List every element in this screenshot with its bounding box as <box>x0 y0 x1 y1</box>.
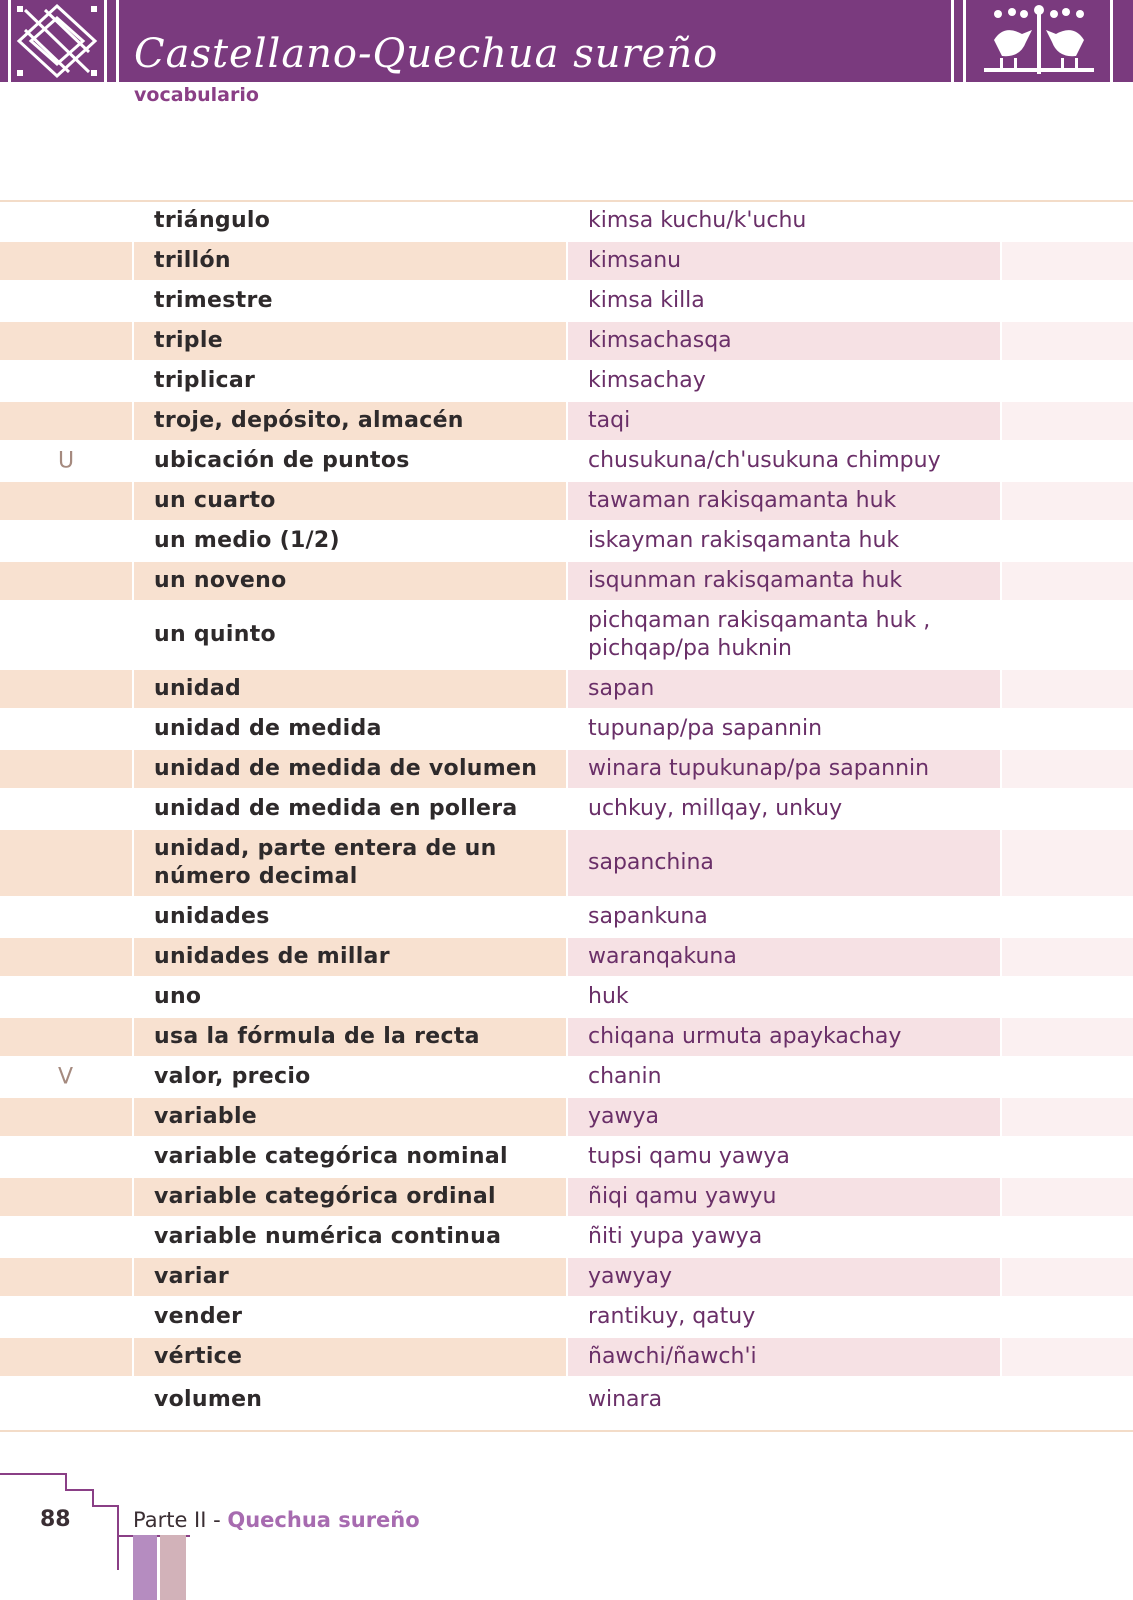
quechua-term: winara <box>588 1387 663 1412</box>
header-divider <box>1110 0 1113 82</box>
quechua-term: tupunap/pa sapannin <box>588 716 823 741</box>
table-row <box>0 482 1133 520</box>
spanish-term: vértice <box>154 1344 243 1369</box>
table-row <box>0 402 1133 440</box>
spanish-term: un cuarto <box>154 488 276 513</box>
table-row <box>0 938 1133 976</box>
quechua-term: iskayman rakisqamanta huk <box>588 528 900 553</box>
quechua-term: kimsanu <box>588 248 682 273</box>
spanish-term: unidad de medida <box>154 716 382 741</box>
section-subtitle: vocabulario <box>134 84 259 106</box>
table-row <box>0 242 1133 280</box>
footer-color-bar <box>133 1535 157 1600</box>
page-title: Castellano-Quechua sureño <box>134 31 719 77</box>
spanish-term: uno <box>154 984 202 1009</box>
table-row <box>0 1338 1133 1376</box>
spanish-term: un medio (1/2) <box>154 528 340 553</box>
quechua-term: kimsachay <box>588 368 706 393</box>
spanish-term: valor, precio <box>154 1064 311 1089</box>
spanish-term: volumen <box>154 1387 263 1412</box>
header-divider <box>963 0 966 82</box>
table-row <box>0 830 1133 896</box>
table-row <box>0 522 1133 560</box>
spanish-term: triángulo <box>154 208 271 233</box>
table-row <box>0 1018 1133 1056</box>
table-row <box>0 1378 1133 1422</box>
quechua-term: pichqaman rakisqamanta huk , pichqap/pa huknin <box>588 608 931 661</box>
spanish-term: troje, depósito, almacén <box>154 408 464 433</box>
footer-color-bar <box>160 1535 186 1600</box>
quechua-term: kimsa kuchu/k'uchu <box>588 208 807 233</box>
table-row <box>0 898 1133 936</box>
table-row <box>0 790 1133 828</box>
table-row <box>0 1258 1133 1296</box>
footer-part-label <box>133 1508 420 1532</box>
spanish-term: usa la fórmula de la recta <box>154 1024 480 1049</box>
table-row <box>0 1058 1133 1096</box>
index-letter: U <box>58 448 75 474</box>
spanish-term: unidad, parte entera de un número decimal <box>154 836 497 889</box>
spanish-term: unidades de millar <box>154 944 390 969</box>
table-row <box>0 670 1133 708</box>
quechua-term: waranqakuna <box>588 944 737 969</box>
part-highlight: Quechua sureño <box>227 1508 420 1532</box>
spanish-term: variable numérica continua <box>154 1224 502 1249</box>
spanish-term: un quinto <box>154 622 276 647</box>
quechua-term: kimsachasqa <box>588 328 732 353</box>
table-row <box>0 362 1133 400</box>
spanish-term: unidades <box>154 904 270 929</box>
header-divider <box>116 0 119 82</box>
quechua-term: sapan <box>588 676 655 701</box>
quechua-term: tupsi qamu yawya <box>588 1144 790 1169</box>
table-row <box>0 1218 1133 1256</box>
spanish-term: variable categórica ordinal <box>154 1184 496 1209</box>
table-row <box>0 202 1133 240</box>
table-row <box>0 710 1133 748</box>
quechua-term: isqunman rakisqamanta huk <box>588 568 903 593</box>
table-row <box>0 442 1133 480</box>
spanish-term: variable categórica nominal <box>154 1144 508 1169</box>
quechua-term: ñiqi qamu yawyu <box>588 1184 777 1209</box>
quechua-term: chiqana urmuta apaykachay <box>588 1024 902 1049</box>
table-row <box>0 602 1133 668</box>
table-row <box>0 1298 1133 1336</box>
quechua-term: winara tupukunap/pa sapannin <box>588 756 930 781</box>
spanish-term: triplicar <box>154 368 256 393</box>
index-letter: V <box>58 1064 74 1090</box>
spanish-term: ubicación de puntos <box>154 448 410 473</box>
quechua-term: taqi <box>588 408 631 433</box>
bird-tree-pattern-icon <box>972 0 1106 82</box>
quechua-term: yawyay <box>588 1264 673 1289</box>
quechua-term: uchkuy, millqay, unkuy <box>588 796 843 821</box>
quechua-term: chusukuna/ch'usukuna chimpuy <box>588 448 941 473</box>
quechua-term: kimsa killa <box>588 288 705 313</box>
table-row <box>0 1178 1133 1216</box>
quechua-term: sapanchina <box>588 850 714 875</box>
table-row <box>0 1098 1133 1136</box>
quechua-term: sapankuna <box>588 904 708 929</box>
spanish-term: variable <box>154 1104 258 1129</box>
page-number: 88 <box>40 1507 71 1532</box>
quechua-term: rantikuy, qatuy <box>588 1304 756 1329</box>
quechua-term: chanin <box>588 1064 662 1089</box>
spanish-term: unidad de medida en pollera <box>154 796 518 821</box>
quechua-term: ñiti yupa yawya <box>588 1224 763 1249</box>
header-divider <box>104 0 107 82</box>
header-divider <box>951 0 954 82</box>
quechua-term: ñawchi/ñawch'i <box>588 1344 757 1369</box>
spanish-term: triple <box>154 328 223 353</box>
spanish-term: variar <box>154 1264 230 1289</box>
andean-pattern-icon <box>11 0 103 82</box>
table-row <box>0 1138 1133 1176</box>
spanish-term: trillón <box>154 248 231 273</box>
spanish-term: un noveno <box>154 568 287 593</box>
table-row <box>0 282 1133 320</box>
quechua-term: tawaman rakisqamanta huk <box>588 488 897 513</box>
spanish-term: unidad de medida de volumen <box>154 756 538 781</box>
table-row <box>0 978 1133 1016</box>
spanish-term: unidad <box>154 676 242 701</box>
part-label: Parte II - <box>133 1508 228 1532</box>
quechua-term: huk <box>588 984 629 1009</box>
spanish-term: vender <box>154 1304 243 1329</box>
quechua-term: yawya <box>588 1104 659 1129</box>
table-row <box>0 562 1133 600</box>
table-row <box>0 750 1133 788</box>
spanish-term: trimestre <box>154 288 273 313</box>
table-row <box>0 322 1133 360</box>
table-bottom-rule <box>0 1430 1133 1432</box>
